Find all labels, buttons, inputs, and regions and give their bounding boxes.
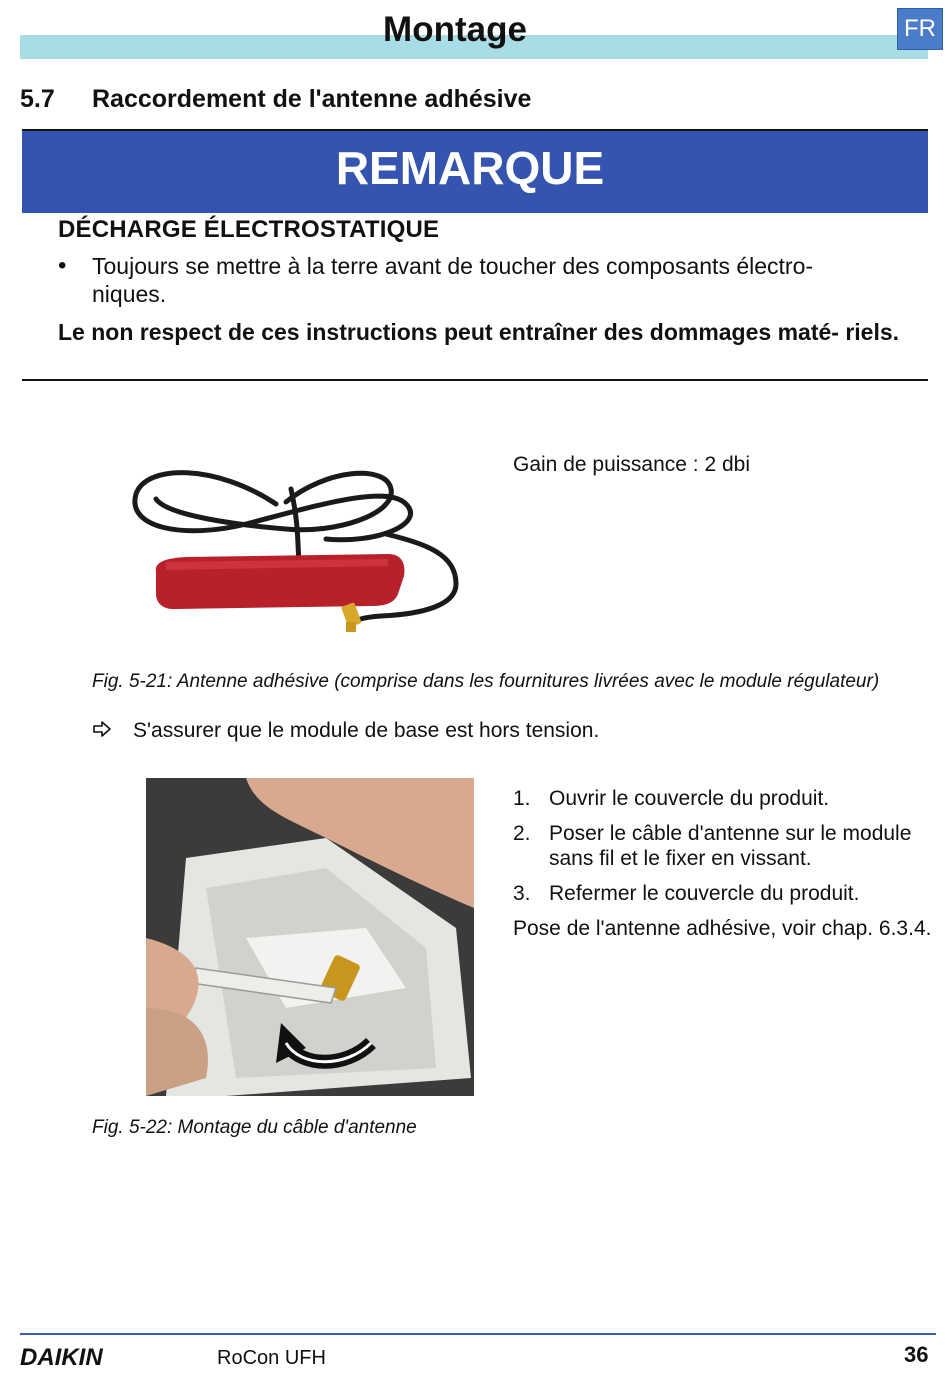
daikin-logo [20,1343,140,1369]
figure-caption: Fig. 5-22: Montage du câble d'antenne [92,1117,417,1138]
notice-subtitle: DÉCHARGE ÉLECTROSTATIQUE [58,216,440,243]
step-number: 2. [513,822,531,845]
notice-bottom-rule [22,379,928,381]
page-number: 36 [904,1342,929,1367]
cable-mounting-image [126,778,474,1096]
logo-text: DAIKIN [20,1344,103,1369]
antenna-gain-text: Gain de puissance : 2 dbi [513,453,750,476]
step-number: 1. [513,787,531,810]
precondition-text: S'assurer que le module de base est hors tension. [133,719,600,742]
section-number: 5.7 [20,85,55,113]
chapter-reference: Pose de l'antenne adhésive, voir chap. 6.3.4. [513,917,932,940]
footer-rule [20,1333,936,1335]
page-title: Montage [383,10,527,49]
product-name: RoCon UFH [217,1347,326,1369]
arrow-right-outline-icon [92,720,112,744]
antenna-image [126,444,478,642]
step-text: Refermer le couvercle du produit. [549,882,860,905]
list-item [513,821,933,871]
language-badge[interactable]: FR [897,8,943,50]
step-list [513,786,933,916]
list-item [513,786,933,811]
section-title: Raccordement de l'antenne adhésive [92,85,532,113]
notice-bullet-text: Toujours se mettre à la terre avant de toucher des composants électro- niques. [92,253,814,307]
list-item [513,881,933,906]
bullet-icon: • [58,252,67,279]
step-text: Ouvrir le couvercle du produit. [549,787,830,810]
notice-banner: REMARQUE [22,131,928,213]
figure-caption: Fig. 5-21: Antenne adhésive (comprise dans les fournitures livrées avec le module régulateur) [92,671,880,692]
step-text: Poser le câble d'antenne sur le module sans fil et le fixer en vissant. [549,822,912,870]
step-number: 3. [513,882,531,905]
notice-warning: Le non respect de ces instructions peut entraîner des dommages maté- riels. [58,319,900,345]
